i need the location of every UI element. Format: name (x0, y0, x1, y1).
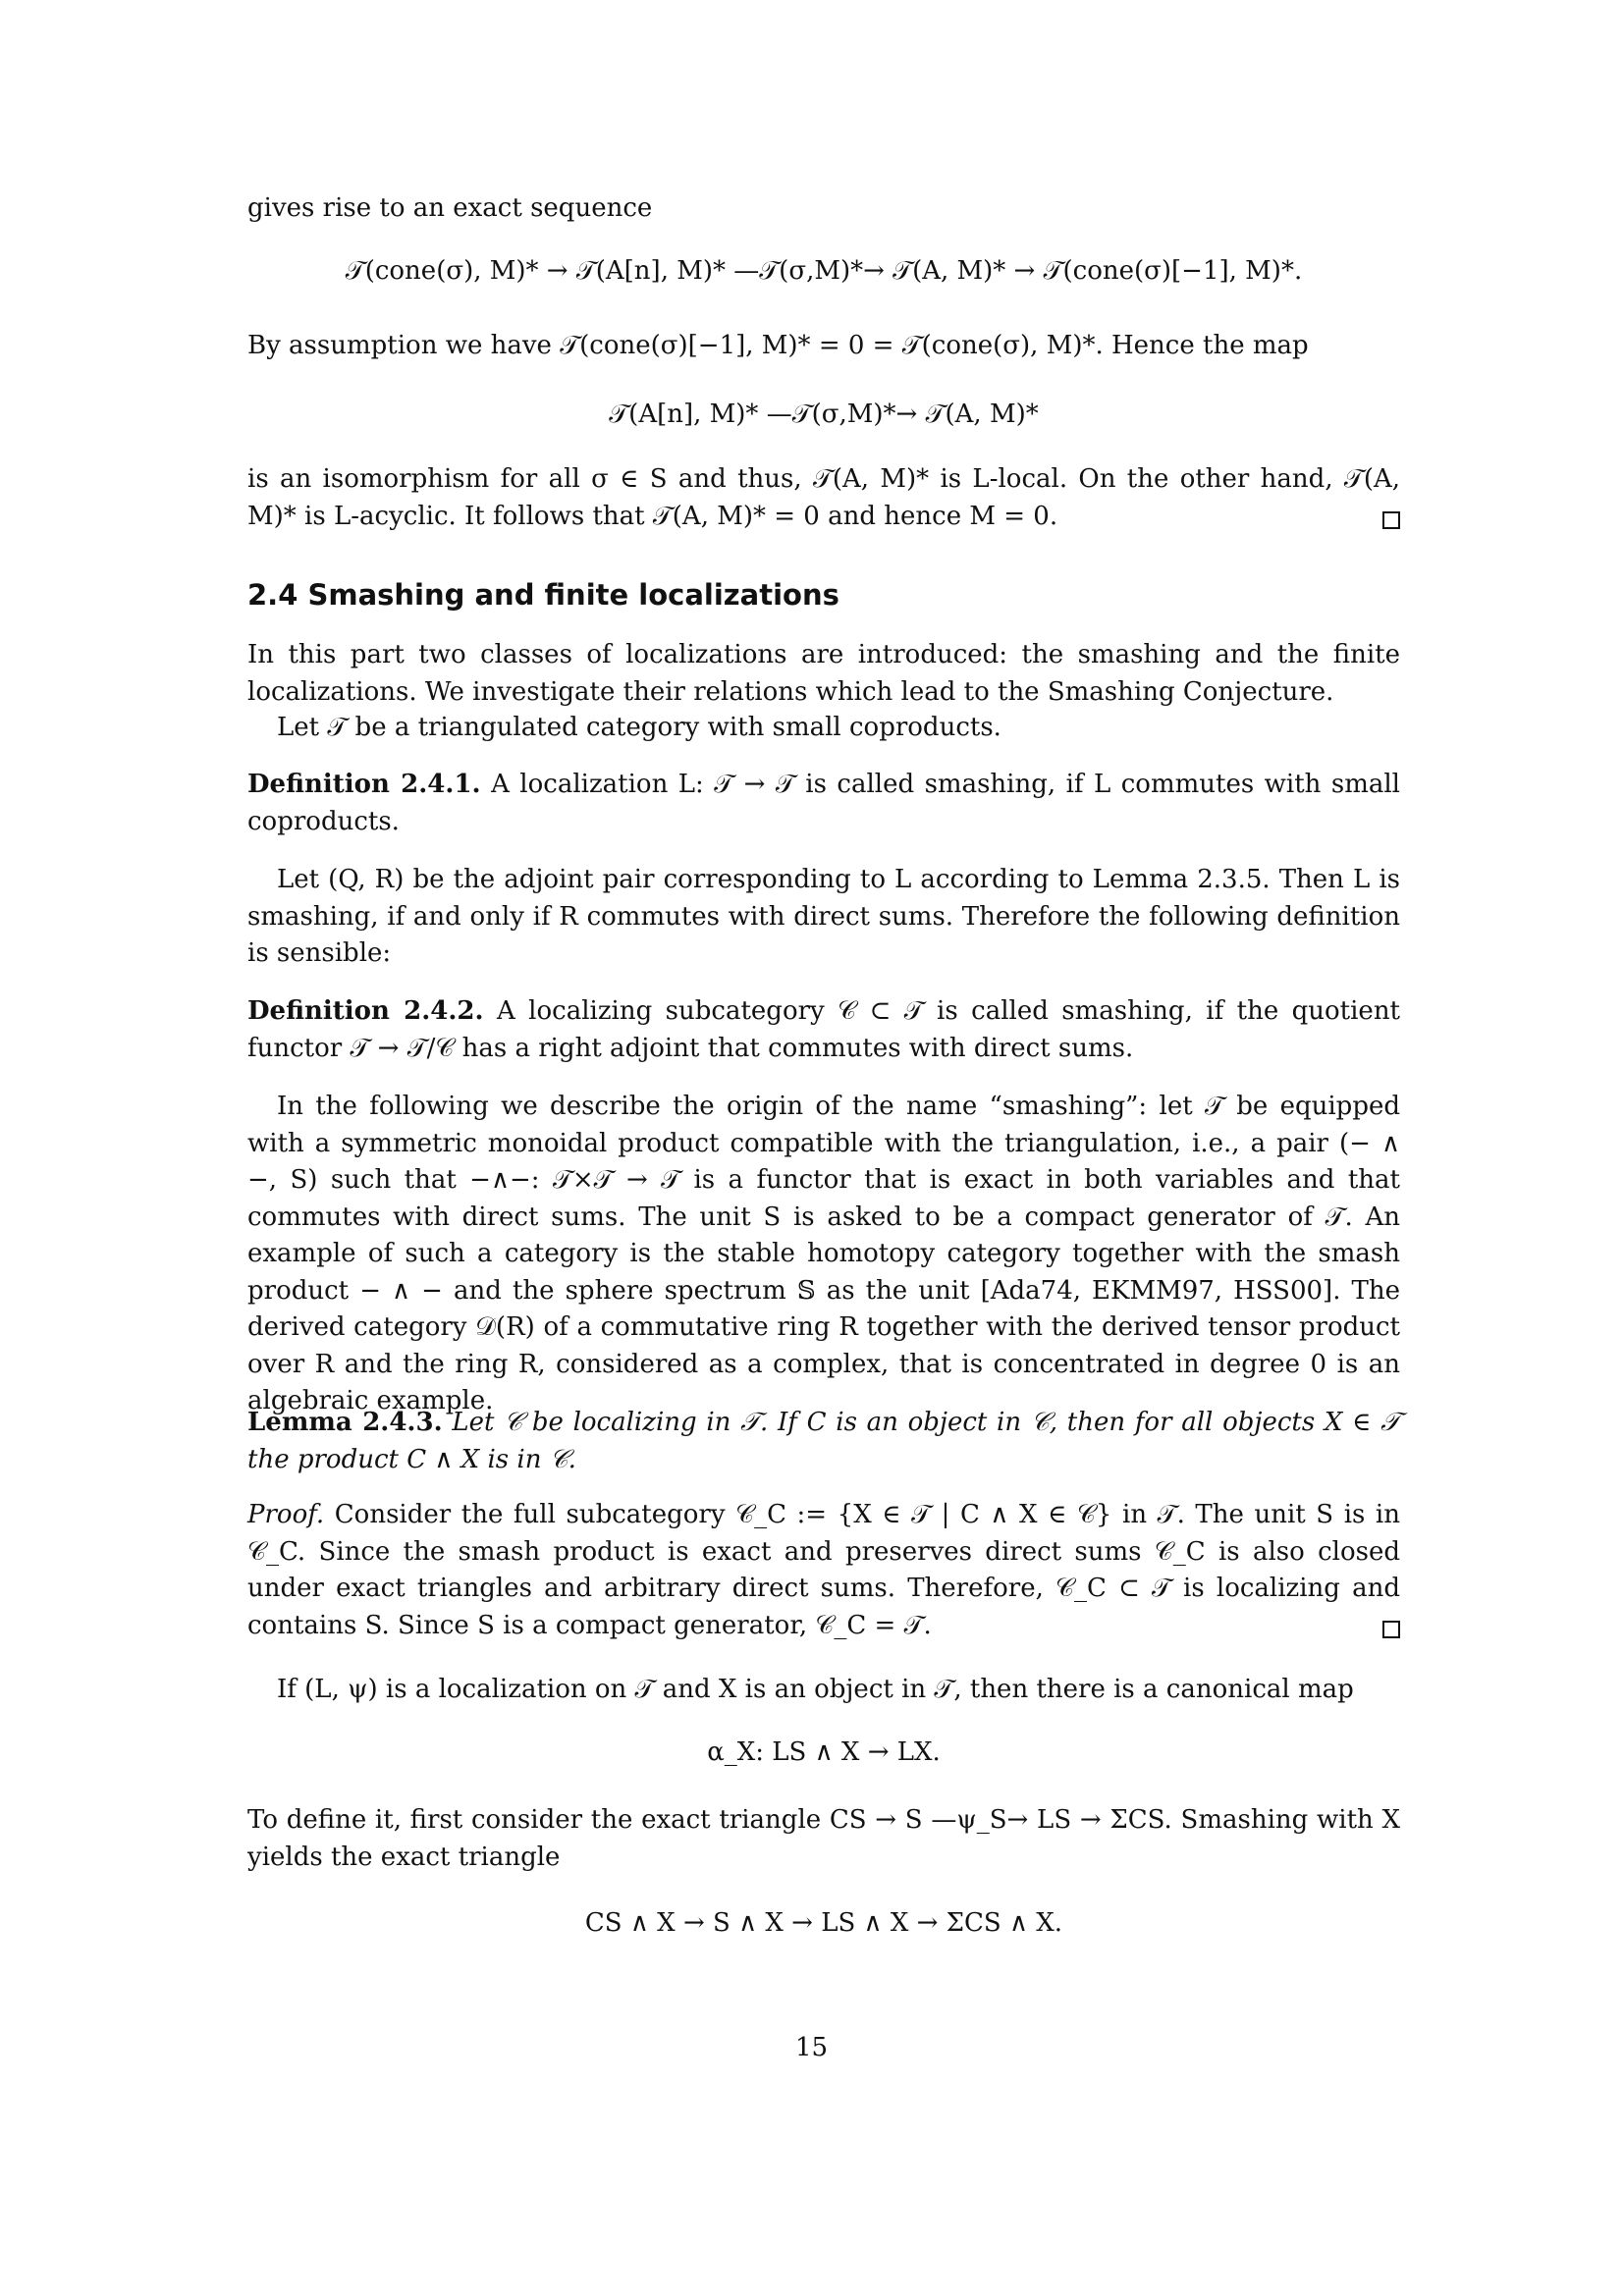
lemma-label: Lemma 2.4.3. (247, 1408, 443, 1437)
definition-2-4-1 (247, 767, 1400, 840)
define-triangle-paragraph: To define it, first consider the exact triangle CS → S —ψ_S→ LS → ΣCS. Smashing with X yields the exact triangle (247, 1805, 1400, 1872)
proof-paragraph (247, 1497, 1400, 1644)
proof-label: Proof. (247, 1500, 325, 1529)
definition-2-4-2 (247, 993, 1400, 1067)
let-t-sentence: Let 𝒯 be a triangulated category with small coproducts. (277, 713, 1001, 742)
qed-box-icon (1382, 1621, 1400, 1638)
lemma-2-4-3 (247, 1405, 1400, 1478)
assumption-text: By assumption we have 𝒯(cone(σ)[−1], M)* = 0 = 𝒯(cone(σ), M)*. Hence the map (247, 331, 1309, 360)
display-equation-smashed-triangle: CS ∧ X → S ∧ X → LS ∧ X → ΣCS ∧ X. (584, 1908, 1063, 1938)
display-equation-exact-sequence: 𝒯(cone(σ), M)* → 𝒯(A[n], M)* —𝒯(σ,M)*→ 𝒯(A, M)* → 𝒯(cone(σ)[−1], M)*. (345, 256, 1303, 286)
smashing-origin-paragraph: In the following we describe the origin of the name “smashing”: let 𝒯 be equipped with a symmetric monoidal product compatible with the triangulation, i.e., a pair (− ∧ −, S) such that −∧−: 𝒯×𝒯 → 𝒯 is a functor that is exact in both variables and that commutes with direct sums. The unit S is asked to be a compact generator of 𝒯. An example of such a category is the stable homotopy category together with the smash product − ∧ − and the sphere spectrum 𝕊 as the unit [Ada74, EKMM97, HSS00]. The derived category 𝒟(R) of a commutative ring R together with the derived tensor product over R and the ring R, considered as a complex, that is concentrated in degree 0 is an algebraic example. (247, 1092, 1400, 1415)
proof-text: Consider the full subcategory 𝒞_C := {X ∈ 𝒯 | C ∧ X ∈ 𝒞} in 𝒯. The unit S is in 𝒞_C. Since the smash product is exact and preserves direct sums 𝒞_C is also closed under exact triangles and arbitrary direct sums. Therefore, 𝒞_C ⊂ 𝒯 is localizing and contains S. Since S is a compact generator, 𝒞_C = 𝒯. (247, 1500, 1400, 1640)
isomorphism-paragraph (247, 461, 1400, 535)
isomorphism-text: is an isomorphism for all σ ∈ S and thus, 𝒯(A, M)* is L-local. On the other hand, 𝒯(A, M)* is L-acyclic. It follows that 𝒯(A, M)* = 0 and hence M = 0. (247, 464, 1400, 531)
section-intro: In this part two classes of localizations are introduced: the smashing and the finite localizations. We investigate their relations which lead to the Smashing Conjecture. (247, 640, 1400, 707)
intro-text: gives rise to an exact sequence (247, 193, 653, 223)
display-equation-alpha: α_X: LS ∧ X → LX. (707, 1737, 941, 1767)
definition-text: A localizing subcategory 𝒞 ⊂ 𝒯 is called smashing, if the quotient functor 𝒯 → 𝒯/𝒞 has a right adjoint that commutes with direct sums. (247, 996, 1401, 1063)
display-equation-map: 𝒯(A[n], M)* —𝒯(σ,M)*→ 𝒯(A, M)* (609, 400, 1039, 429)
section-heading: 2.4 Smashing and finite localizations (247, 578, 839, 612)
definition-label: Definition 2.4.1. (247, 770, 481, 799)
page-number: 15 (794, 2033, 829, 2062)
definition-text: A localization L: 𝒯 → 𝒯 is called smashing, if L commutes with small coproducts. (247, 770, 1400, 836)
definition-label: Definition 2.4.2. (247, 996, 484, 1026)
lemma-text: Let 𝒞 be localizing in 𝒯. If C is an object in 𝒞, then for all objects X ∈ 𝒯 the product C ∧ X is in 𝒞. (247, 1408, 1401, 1474)
adjoint-pair-paragraph: Let (Q, R) be the adjoint pair corresponding to L according to Lemma 2.3.5. Then L is smashing, if and only if R commutes with direct sums. Therefore the following definition is sensible: (247, 865, 1400, 968)
canonical-map-sentence: If (L, ψ) is a localization on 𝒯 and X is an object in 𝒯, then there is a canonical map (277, 1675, 1354, 1704)
qed-box-icon (1382, 511, 1400, 529)
